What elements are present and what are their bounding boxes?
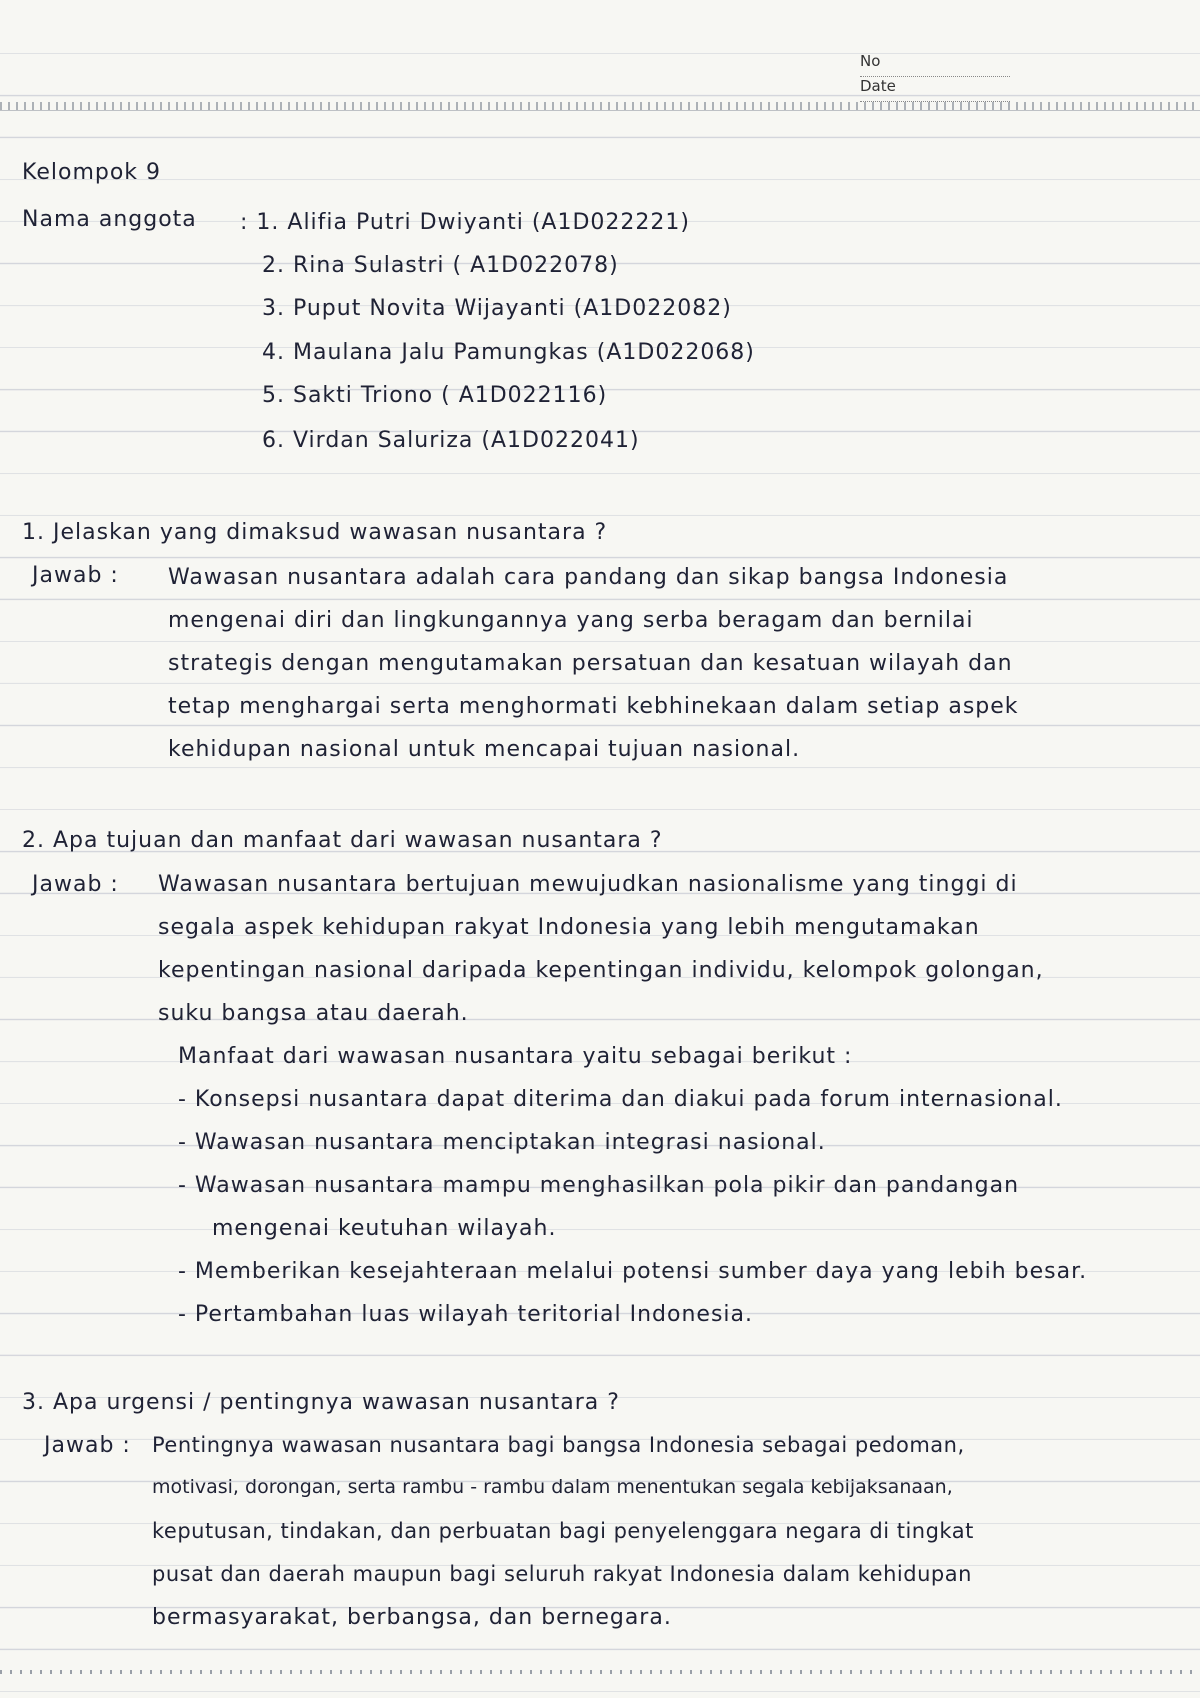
group-heading [22, 160, 161, 185]
answer-2-line: Wawasan nusantara bertujuan mewujudkan nasionalisme yang tinggi di [158, 872, 1018, 897]
benefit-item: - Pertambahan luas wilayah teritorial Indonesia. [178, 1302, 754, 1327]
member-item: 2. Rina Sulastri ( A1D022078) [262, 253, 619, 278]
answer-1-line: kehidupan nasional untuk mencapai tujuan nasional. [168, 737, 801, 762]
group-number: 9 [146, 160, 162, 185]
answer-1-line: strategis dengan mengutamakan persatuan dan kesatuan wilayah dan [168, 651, 1013, 676]
bottom-margin-rule [0, 1670, 1200, 1674]
top-margin-rule [0, 102, 1200, 111]
benefit-item: - Wawasan nusantara mampu menghasilkan pola pikir dan pandangan [178, 1173, 1020, 1198]
member-item: 3. Puput Novita Wijayanti (A1D022082) [262, 296, 732, 321]
answer-2-line: suku bangsa atau daerah. [158, 1001, 469, 1026]
answer-1-line: Wawasan nusantara adalah cara pandang dan sikap bangsa Indonesia [168, 565, 1009, 590]
answer-3-line: Pentingnya wawasan nusantara bagi bangsa Indonesia sebagai pedoman, [152, 1433, 965, 1457]
answer-1-line: tetap menghargai serta menghormati kebhinekaan dalam setiap aspek [168, 694, 1019, 719]
answer-1-line: mengenai diri dan lingkungannya yang serba beragam dan bernilai [168, 608, 974, 633]
answer-3-line: bermasyarakat, berbangsa, dan bernegara. [152, 1605, 672, 1630]
benefit-item: - Memberikan kesejahteraan melalui potensi sumber daya yang lebih besar. [178, 1259, 1088, 1284]
benefits-intro: Manfaat dari wawasan nusantara yaitu sebagai berikut : [178, 1044, 853, 1069]
answer-1-label: Jawab : [32, 563, 119, 588]
member-item: 4. Maulana Jalu Pamungkas (A1D022068) [262, 340, 755, 365]
answer-2-line: kepentingan nasional daripada kepentingan individu, kelompok golongan, [158, 958, 1044, 983]
member-item: 5. Sakti Triono ( A1D022116) [262, 383, 608, 408]
members-label: Nama anggota [22, 207, 197, 232]
benefit-item: - Konsepsi nusantara dapat diterima dan diakui pada forum internasional. [178, 1087, 1063, 1112]
question-1: 1. Jelaskan yang dimaksud wawasan nusantara ? [22, 520, 608, 545]
page-header [860, 52, 1010, 102]
question-3: 3. Apa urgensi / pentingnya wawasan nusantara ? [22, 1390, 620, 1415]
answer-3-line: pusat dan daerah maupun bagi seluruh rakyat Indonesia dalam kehidupan [152, 1562, 972, 1586]
benefit-item: mengenai keutuhan wilayah. [212, 1216, 557, 1241]
answer-3-line: motivasi, dorongan, serta rambu - rambu dalam menentukan segala kebijaksanaan, [152, 1476, 953, 1498]
answer-2-line: segala aspek kehidupan rakyat Indonesia yang lebih mengutamakan [158, 915, 980, 940]
member-item: : 1. Alifia Putri Dwiyanti (A1D022221) [240, 210, 690, 235]
group-label: Kelompok [22, 160, 139, 185]
question-2: 2. Apa tujuan dan manfaat dari wawasan nusantara ? [22, 828, 663, 853]
answer-3-line: keputusan, tindakan, dan perbuatan bagi penyelenggara negara di tingkat [152, 1519, 974, 1543]
date-field: Date [860, 77, 1010, 102]
answer-3-label: Jawab : [44, 1433, 131, 1458]
answer-2-label: Jawab : [32, 872, 119, 897]
no-field: No [860, 52, 1010, 77]
benefit-item: - Wawasan nusantara menciptakan integrasi nasional. [178, 1130, 826, 1155]
member-item: 6. Virdan Saluriza (A1D022041) [262, 428, 640, 453]
